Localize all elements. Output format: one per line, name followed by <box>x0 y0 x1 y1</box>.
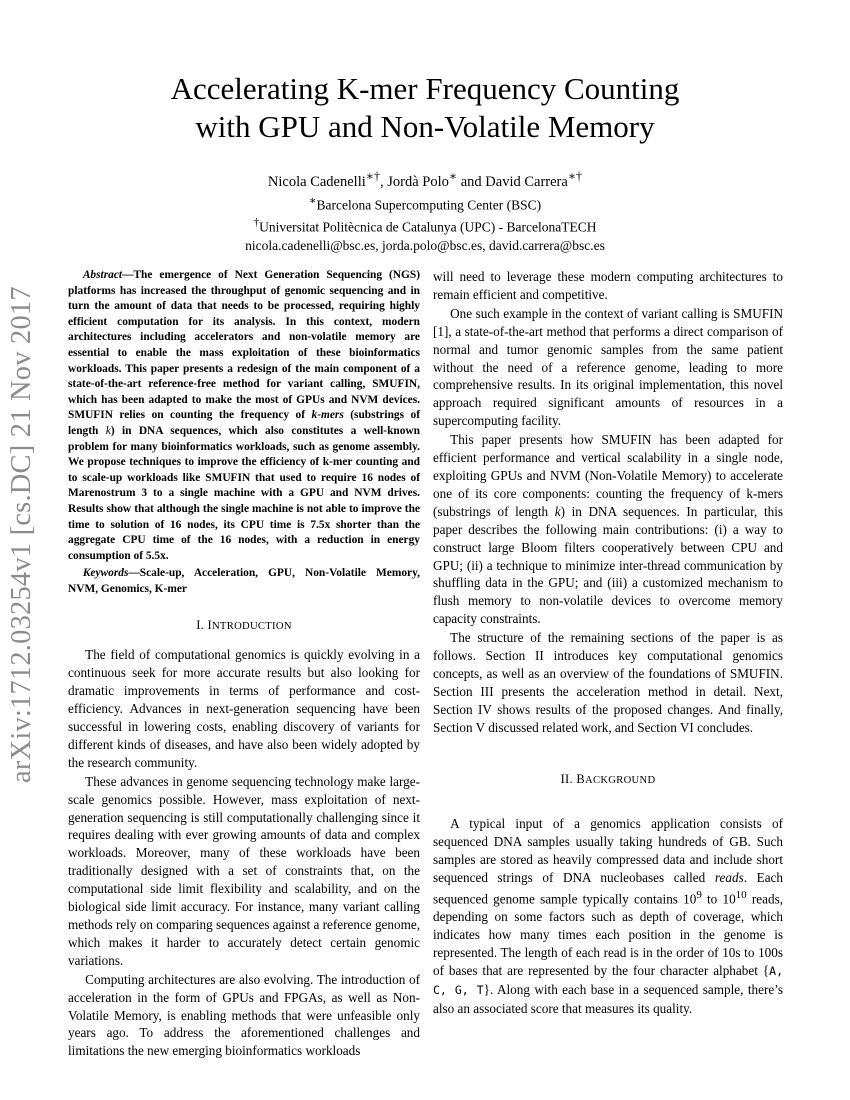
abstract-kmers: k-mers <box>311 409 344 422</box>
author-1: Nicola Cadenelli <box>267 173 366 190</box>
background-paragraph-1 <box>433 815 783 1017</box>
title-line-2: with GPU and Non-Volatile Memory <box>195 109 655 144</box>
title-line-1: Accelerating K-mer Frequency Counting <box>170 71 680 106</box>
bg-text-2: . Each sequenced genome sample typically contains 10 <box>433 870 783 907</box>
bg-text-4: reads, depending on some factors such as depth of coverage, which indicates how many times each position in the genome is represented. The length of each read is in the order of 10s to 100s of bases that are represented by the four character alphabet { <box>433 891 783 979</box>
author-2: Jordà Polo <box>387 173 449 190</box>
keywords-label: Keywords <box>82 567 129 580</box>
intro-paragraph-3-continued: will need to leverage these modern computing architectures to remain efficient and competitive. <box>433 269 783 302</box>
intro-paragraph-1: The field of computational genomics is quickly evolving in a continuous seek for more accurate results but also looking for dramatic improvements in terms of performance and cost-efficiency. Advances in next-generation sequencing have been successful in lowering costs, enabling discovery of variants for different kinds of diseases, and have also been widely adopted by the research community. <box>68 647 420 770</box>
section-heading-background <box>433 771 783 790</box>
p5-text-b: ) in DNA sequences. In particular, this paper describes the following main contributions: (i) a way to construct large Bloom filters cooperatively between CPU and GPU; (ii) a technique to minimize inter-thread communication by shuffling data in the GPU; and (iii) a customized mechanism to flush memory to non-volatile devices to overcome memory capacity constraints. <box>433 503 783 627</box>
author-sep: , <box>380 173 388 190</box>
aff1-text: Barcelona Supercomputing Center (BSC) <box>316 197 542 213</box>
author-emails: nicola.cadenelli@bsc.es, jorda.polo@bsc.es, david.carrera@bsc.es <box>245 237 605 253</box>
arxiv-identifier: arXiv:1712.03254v1 [cs.DC] 21 Nov 2017 <box>6 286 37 783</box>
author-3: David Carrera <box>485 173 568 190</box>
bg-text-3: to 10 <box>701 891 736 907</box>
author-2-mark: ∗ <box>448 169 458 183</box>
abstract-k: k <box>105 424 111 437</box>
section-number: II. <box>560 771 577 786</box>
affiliation-1 <box>60 192 790 215</box>
p5-text-a: This paper presents how SMUFIN has been adapted for efficient performance and vertical scalability in a single node, exploiting GPUs and NVM (Non-Volatile Memory) to accelerate one of its core components: counting the frequency of k-mers (substrings of length <box>433 432 783 519</box>
abstract <box>68 268 420 564</box>
bg-exp-1: 9 <box>696 889 702 902</box>
aff1-mark: ∗ <box>308 194 317 207</box>
aff2-text: Universitat Politècnica de Catalunya (UPC) - BarcelonaTECH <box>259 219 597 235</box>
author-block <box>60 167 790 255</box>
section-rest: NTRODUCTION <box>211 621 292 633</box>
author-3-mark: ∗† <box>567 169 583 183</box>
author-names <box>60 167 790 192</box>
abstract-text-1: The emergence of Next Generation Sequencing (NGS) platforms has increased the throughput of genomic sequencing and in turn the amount of data that needs to be processed, requiring highly efficient computation for its analysis. In this context, modern architectures including accelerators and non-volatile memory are essential to enable the mass exploitation of these bioinformatics workloads. This paper presents a redesign of the main component of a state-of-the-art reference-free method for variant calling, SMUFIN, which has been adapted to make the most of GPUs and NVM devices. SMUFIN relies on counting the frequency of <box>68 269 420 422</box>
section-rest: ACKGROUND <box>585 774 656 786</box>
abstract-label: Abstract <box>82 269 123 281</box>
keywords <box>68 566 420 597</box>
bg-alphabet: A, C, G, T <box>433 964 783 998</box>
intro-paragraph-5 <box>433 431 783 628</box>
affiliation-2 <box>60 214 790 237</box>
abstract-text-2: (substrings of length <box>68 409 420 437</box>
intro-paragraph-4: One such example in the context of variant calling is SMUFIN [1], a state-of-the-art method that performs a direct comparison of normal and tumor genomic samples from the same patient without the need of a reference genome, leading to more comprehensive results. In its original implementation, this novel approach required significant amounts of resources in a supercomputing facility. <box>433 305 783 429</box>
bg-exp-2: 10 <box>735 889 747 902</box>
intro-paragraph-2: These advances in genome sequencing technology make large-scale genomics possible. However, mass exploitation of next-generation sequencing is still computationally challenging since it requires dealing with ever growing amounts of data and complex workloads. Moreover, many of these workloads have been traditionally designed with a set of constraints that, on the computational side limit flexibility and scalability, and on the biological side limit accuracy. For instance, many variant calling methods rely on comparing sequences against a reference genome, which makes it harder to accurately detect certain genomic variations. <box>68 773 420 968</box>
bg-reads: reads <box>714 870 744 886</box>
intro-paragraph-3: Computing architectures are also evolving. The introduction of acceleration in the form of GPUs and FPGAs, as well as Non-Volatile Memory, is enabling methods that were unfeasible only years ago. To address the aforementioned challenges and limitations the new emerging bioinformatics workloads <box>68 971 420 1059</box>
right-column <box>433 268 783 1019</box>
abstract-text-3: ) in DNA sequences, which also constitutes a well-known problem for many bioinformatics workloads, such as genome assembly. We propose techniques to improve the efficiency of k-mer counting and to scale-up workloads like SMUFIN that used to require 16 nodes of Marenostrum 3 to a single machine with a GPU and NVM drives. Results show that although the single machine is not able to improve the time to solution of 16 nodes, its CPU time is 7.5x shorter than the aggregate CPU time of the 16 nodes, with a reduction in energy consumption of 5.5x. <box>68 424 420 562</box>
bg-text-5: }. Along with each base in a sequenced sample, there’s also an associated score that measures its quality. <box>433 982 783 1016</box>
author-1-mark: ∗† <box>365 169 381 183</box>
p5-k: k <box>554 503 561 519</box>
author-sep: and <box>457 173 486 190</box>
section-number: I. <box>196 618 208 633</box>
left-column <box>68 268 420 1061</box>
aff2-mark: † <box>253 217 260 230</box>
section-first-letter: I <box>207 618 212 633</box>
section-first-letter: B <box>576 771 586 786</box>
intro-paragraph-6: The structure of the remaining sections of the paper is as follows. Section II introduces key computational genomics concepts, as well as an overview of the foundations of SMUFIN. Section III presents the acceleration method in detail. Next, Section IV shows results of the proposed changes. And finally, Section V discussed related work, and Section VI concludes. <box>433 630 783 735</box>
keywords-text: Scale-up, Acceleration, GPU, Non-Volatile Memory, NVM, Genomics, K-mer <box>68 567 420 595</box>
bg-text-1: A typical input of a genomics application consists of sequenced DNA samples usually taking hundreds of GB. Such samples are stored as heavily compressed data and include short sequenced strings of DNA nucleobases called <box>433 816 783 886</box>
keywords-dash: — <box>128 567 140 580</box>
abstract-dash: — <box>122 269 134 281</box>
paper-title <box>60 70 790 146</box>
section-heading-introduction <box>68 617 420 636</box>
